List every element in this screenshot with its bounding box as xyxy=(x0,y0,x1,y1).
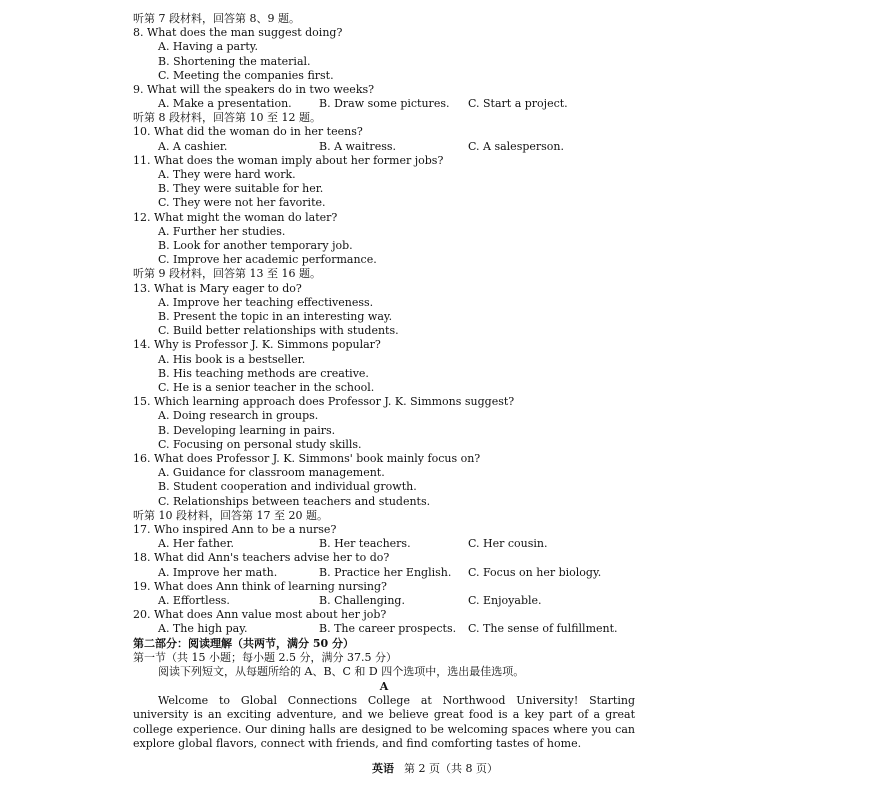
option-11c: C. They were not her favorite. xyxy=(158,196,326,209)
option-16a: A. Guidance for classroom management. xyxy=(158,466,385,479)
option-15b: B. Developing learning in pairs. xyxy=(158,424,336,437)
option-17a: A. Her father. xyxy=(158,537,234,550)
listening-intro-9: 听第 9 段材料，回答第 13 至 16 题。 xyxy=(133,267,321,280)
option-14a: A. His book is a bestseller. xyxy=(158,353,306,366)
question-19: 19. What does Ann think of learning nursing? xyxy=(133,580,387,593)
option-9a: A. Make a presentation. xyxy=(158,97,292,110)
option-11b: B. They were suitable for her. xyxy=(158,182,324,195)
option-12b: B. Look for another temporary job. xyxy=(158,239,353,252)
listening-intro-8: 听第 8 段材料，回答第 10 至 12 题。 xyxy=(133,111,321,124)
option-12c: C. Improve her academic performance. xyxy=(158,253,377,266)
question-16: 16. What does Professor J. K. Simmons' book mainly focus on? xyxy=(133,452,481,465)
option-13c: C. Build better relationships with students. xyxy=(158,324,399,337)
reading-instruction: 阅读下列短文，从每题所给的 A、B、C 和 D 四个选项中，选出最佳选项。 xyxy=(158,665,525,678)
option-12a: A. Further her studies. xyxy=(158,225,286,238)
question-20: 20. What does Ann value most about her job? xyxy=(133,608,387,621)
option-10c: C. A salesperson. xyxy=(468,140,564,153)
option-19c: C. Enjoyable. xyxy=(468,594,542,607)
option-15a: A. Doing research in groups. xyxy=(158,409,319,422)
listening-intro-7: 听第 7 段材料，回答第 8、9 题。 xyxy=(133,12,300,25)
passage-label: A xyxy=(379,680,389,693)
option-16b: B. Student cooperation and individual growth. xyxy=(158,480,417,493)
option-16c: C. Relationships between teachers and students. xyxy=(158,495,431,508)
option-18b: B. Practice her English. xyxy=(319,566,452,579)
option-13a: A. Improve her teaching effectiveness. xyxy=(158,296,374,309)
option-17c: C. Her cousin. xyxy=(468,537,548,550)
question-17: 17. Who inspired Ann to be a nurse? xyxy=(133,523,337,536)
passage-text: Welcome to Global Connections College at Northwood University! Starting university is an exciting adventure, and we believe great food is a key part of a great college experience. Our dining halls are designed to be welcoming spaces where you can explore global flavors, connect with friends, and find comforting tastes of home. xyxy=(133,694,635,750)
option-14c: C. He is a senior teacher in the school. xyxy=(158,381,375,394)
question-12: 12. What might the woman do later? xyxy=(133,211,338,224)
option-8c: C. Meeting the companies first. xyxy=(158,69,334,82)
option-17b: B. Her teachers. xyxy=(319,537,411,550)
page-footer xyxy=(0,762,870,776)
option-9c: C. Start a project. xyxy=(468,97,568,110)
option-18c: C. Focus on her biology. xyxy=(468,566,602,579)
option-14b: B. His teaching methods are creative. xyxy=(158,367,369,380)
question-9: 9. What will the speakers do in two weeks? xyxy=(133,83,375,96)
option-8b: B. Shortening the material. xyxy=(158,55,311,68)
option-20b: B. The career prospects. xyxy=(319,622,457,635)
question-8: 8. What does the man suggest doing? xyxy=(133,26,343,39)
option-10a: A. A cashier. xyxy=(158,140,228,153)
part-two-heading: 第二部分：阅读理解（共两节，满分 50 分） xyxy=(133,637,354,650)
option-20a: A. The high pay. xyxy=(158,622,248,635)
question-18: 18. What did Ann's teachers advise her to do? xyxy=(133,551,390,564)
question-11: 11. What does the woman imply about her former jobs? xyxy=(133,154,444,167)
option-9b: B. Draw some pictures. xyxy=(319,97,450,110)
listening-intro-10: 听第 10 段材料，回答第 17 至 20 题。 xyxy=(133,509,328,522)
section-one-heading: 第一节（共 15 小题；每小题 2.5 分，满分 37.5 分） xyxy=(133,651,397,664)
option-10b: B. A waitress. xyxy=(319,140,396,153)
option-19a: A. Effortless. xyxy=(158,594,230,607)
footer-subject: 英语 xyxy=(372,762,394,775)
option-11a: A. They were hard work. xyxy=(158,168,296,181)
option-18a: A. Improve her math. xyxy=(158,566,278,579)
footer-page-number: 第 2 页（共 8 页） xyxy=(404,762,498,775)
question-13: 13. What is Mary eager to do? xyxy=(133,282,302,295)
option-19b: B. Challenging. xyxy=(319,594,405,607)
question-14: 14. Why is Professor J. K. Simmons popular? xyxy=(133,338,381,351)
question-10: 10. What did the woman do in her teens? xyxy=(133,125,363,138)
option-8a: A. Having a party. xyxy=(158,40,259,53)
option-15c: C. Focusing on personal study skills. xyxy=(158,438,362,451)
question-15: 15. Which learning approach does Professor J. K. Simmons suggest? xyxy=(133,395,515,408)
option-20c: C. The sense of fulfillment. xyxy=(468,622,618,635)
option-13b: B. Present the topic in an interesting way. xyxy=(158,310,393,323)
